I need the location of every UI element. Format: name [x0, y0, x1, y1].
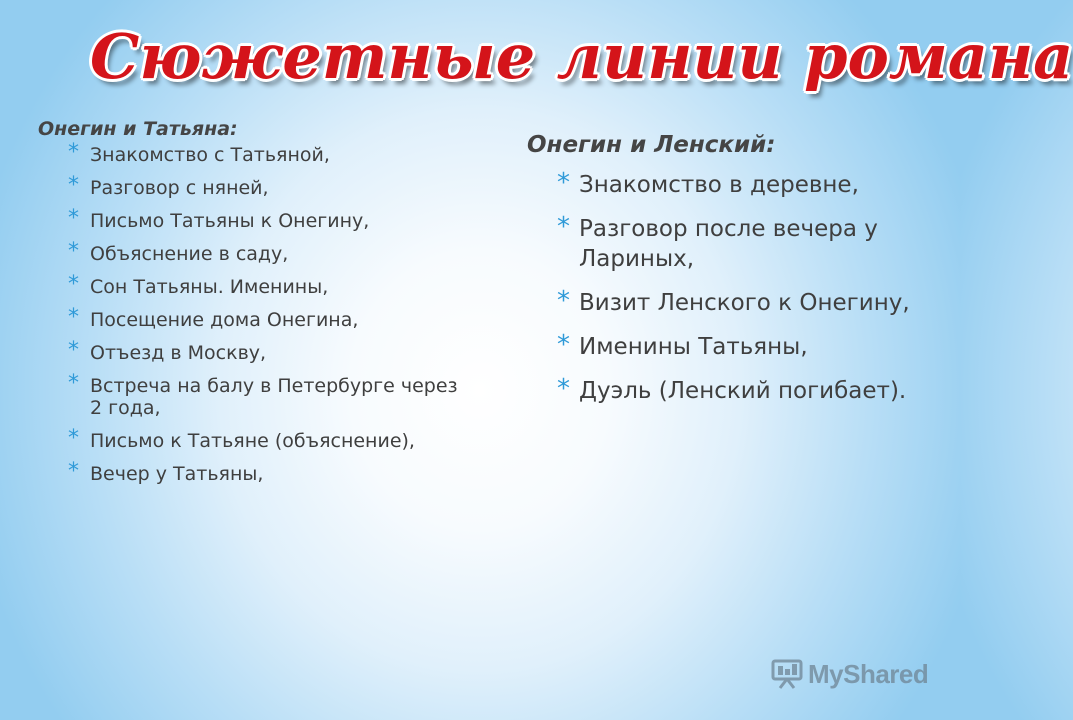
- list-item: [38, 459, 468, 485]
- asterisk-bullet-icon: *: [557, 330, 570, 360]
- asterisk-bullet-icon: *: [68, 305, 79, 330]
- list-item: [38, 173, 468, 199]
- asterisk-bullet-icon: *: [68, 173, 79, 198]
- list-item-text: Визит Ленского к Онегину,: [579, 290, 910, 316]
- list-item: [38, 272, 468, 298]
- list-item-text: Именины Татьяны,: [579, 334, 808, 360]
- asterisk-bullet-icon: *: [557, 374, 570, 404]
- asterisk-bullet-icon: *: [68, 206, 79, 231]
- plotline-list: [527, 170, 947, 406]
- list-item: [527, 214, 947, 274]
- list-item-text: Посещение дома Онегина,: [90, 309, 359, 331]
- plotline-onegin-lensky: [527, 130, 947, 420]
- plotline-heading: Онегин и Ленский:: [527, 132, 776, 158]
- list-item: [38, 305, 468, 331]
- list-item-text: Разговор после вечера у Лариных,: [579, 216, 878, 272]
- list-item: [38, 206, 468, 232]
- list-item: [527, 170, 947, 200]
- asterisk-bullet-icon: *: [68, 459, 79, 484]
- asterisk-bullet-icon: *: [68, 272, 79, 297]
- asterisk-bullet-icon: *: [68, 140, 79, 165]
- list-item-text: Вечер у Татьяны,: [90, 463, 264, 485]
- list-item: [527, 332, 947, 362]
- list-item: [38, 338, 468, 364]
- plotline-heading: Онегин и Татьяна:: [38, 118, 238, 140]
- asterisk-bullet-icon: *: [68, 371, 79, 396]
- watermark-logo: [770, 656, 928, 692]
- list-item: [38, 140, 468, 166]
- plotline-list: [38, 140, 468, 485]
- list-item: [38, 239, 468, 265]
- list-item-text: Знакомство в деревне,: [579, 172, 859, 198]
- list-item: [527, 376, 947, 406]
- list-item-text: Встреча на балу в Петербурге через 2 года,: [90, 375, 458, 419]
- list-item: [38, 371, 468, 419]
- list-item: [527, 288, 947, 318]
- list-item-text: Знакомство с Татьяной,: [90, 144, 330, 166]
- asterisk-bullet-icon: *: [68, 239, 79, 264]
- presentation-board-icon: [770, 659, 804, 689]
- watermark-text: MyShared: [808, 658, 929, 689]
- asterisk-bullet-icon: *: [557, 168, 570, 198]
- asterisk-bullet-icon: *: [557, 286, 570, 316]
- list-item-text: Разговор с няней,: [90, 177, 269, 199]
- list-item-text: Объяснение в саду,: [90, 243, 289, 265]
- slide-title: Сюжетные линии романа: [90, 20, 1073, 93]
- asterisk-bullet-icon: *: [557, 212, 570, 242]
- asterisk-bullet-icon: *: [68, 338, 79, 363]
- list-item-text: Письмо Татьяны к Онегину,: [90, 210, 370, 232]
- list-item-text: Сон Татьяны. Именины,: [90, 276, 329, 298]
- list-item-text: Письмо к Татьяне (объяснение),: [90, 430, 415, 452]
- asterisk-bullet-icon: *: [68, 426, 79, 451]
- list-item-text: Отъезд в Москву,: [90, 342, 267, 364]
- list-item: [38, 426, 468, 452]
- list-item-text: Дуэль (Ленский погибает).: [579, 378, 907, 404]
- plotline-onegin-tatiana: [38, 116, 468, 496]
